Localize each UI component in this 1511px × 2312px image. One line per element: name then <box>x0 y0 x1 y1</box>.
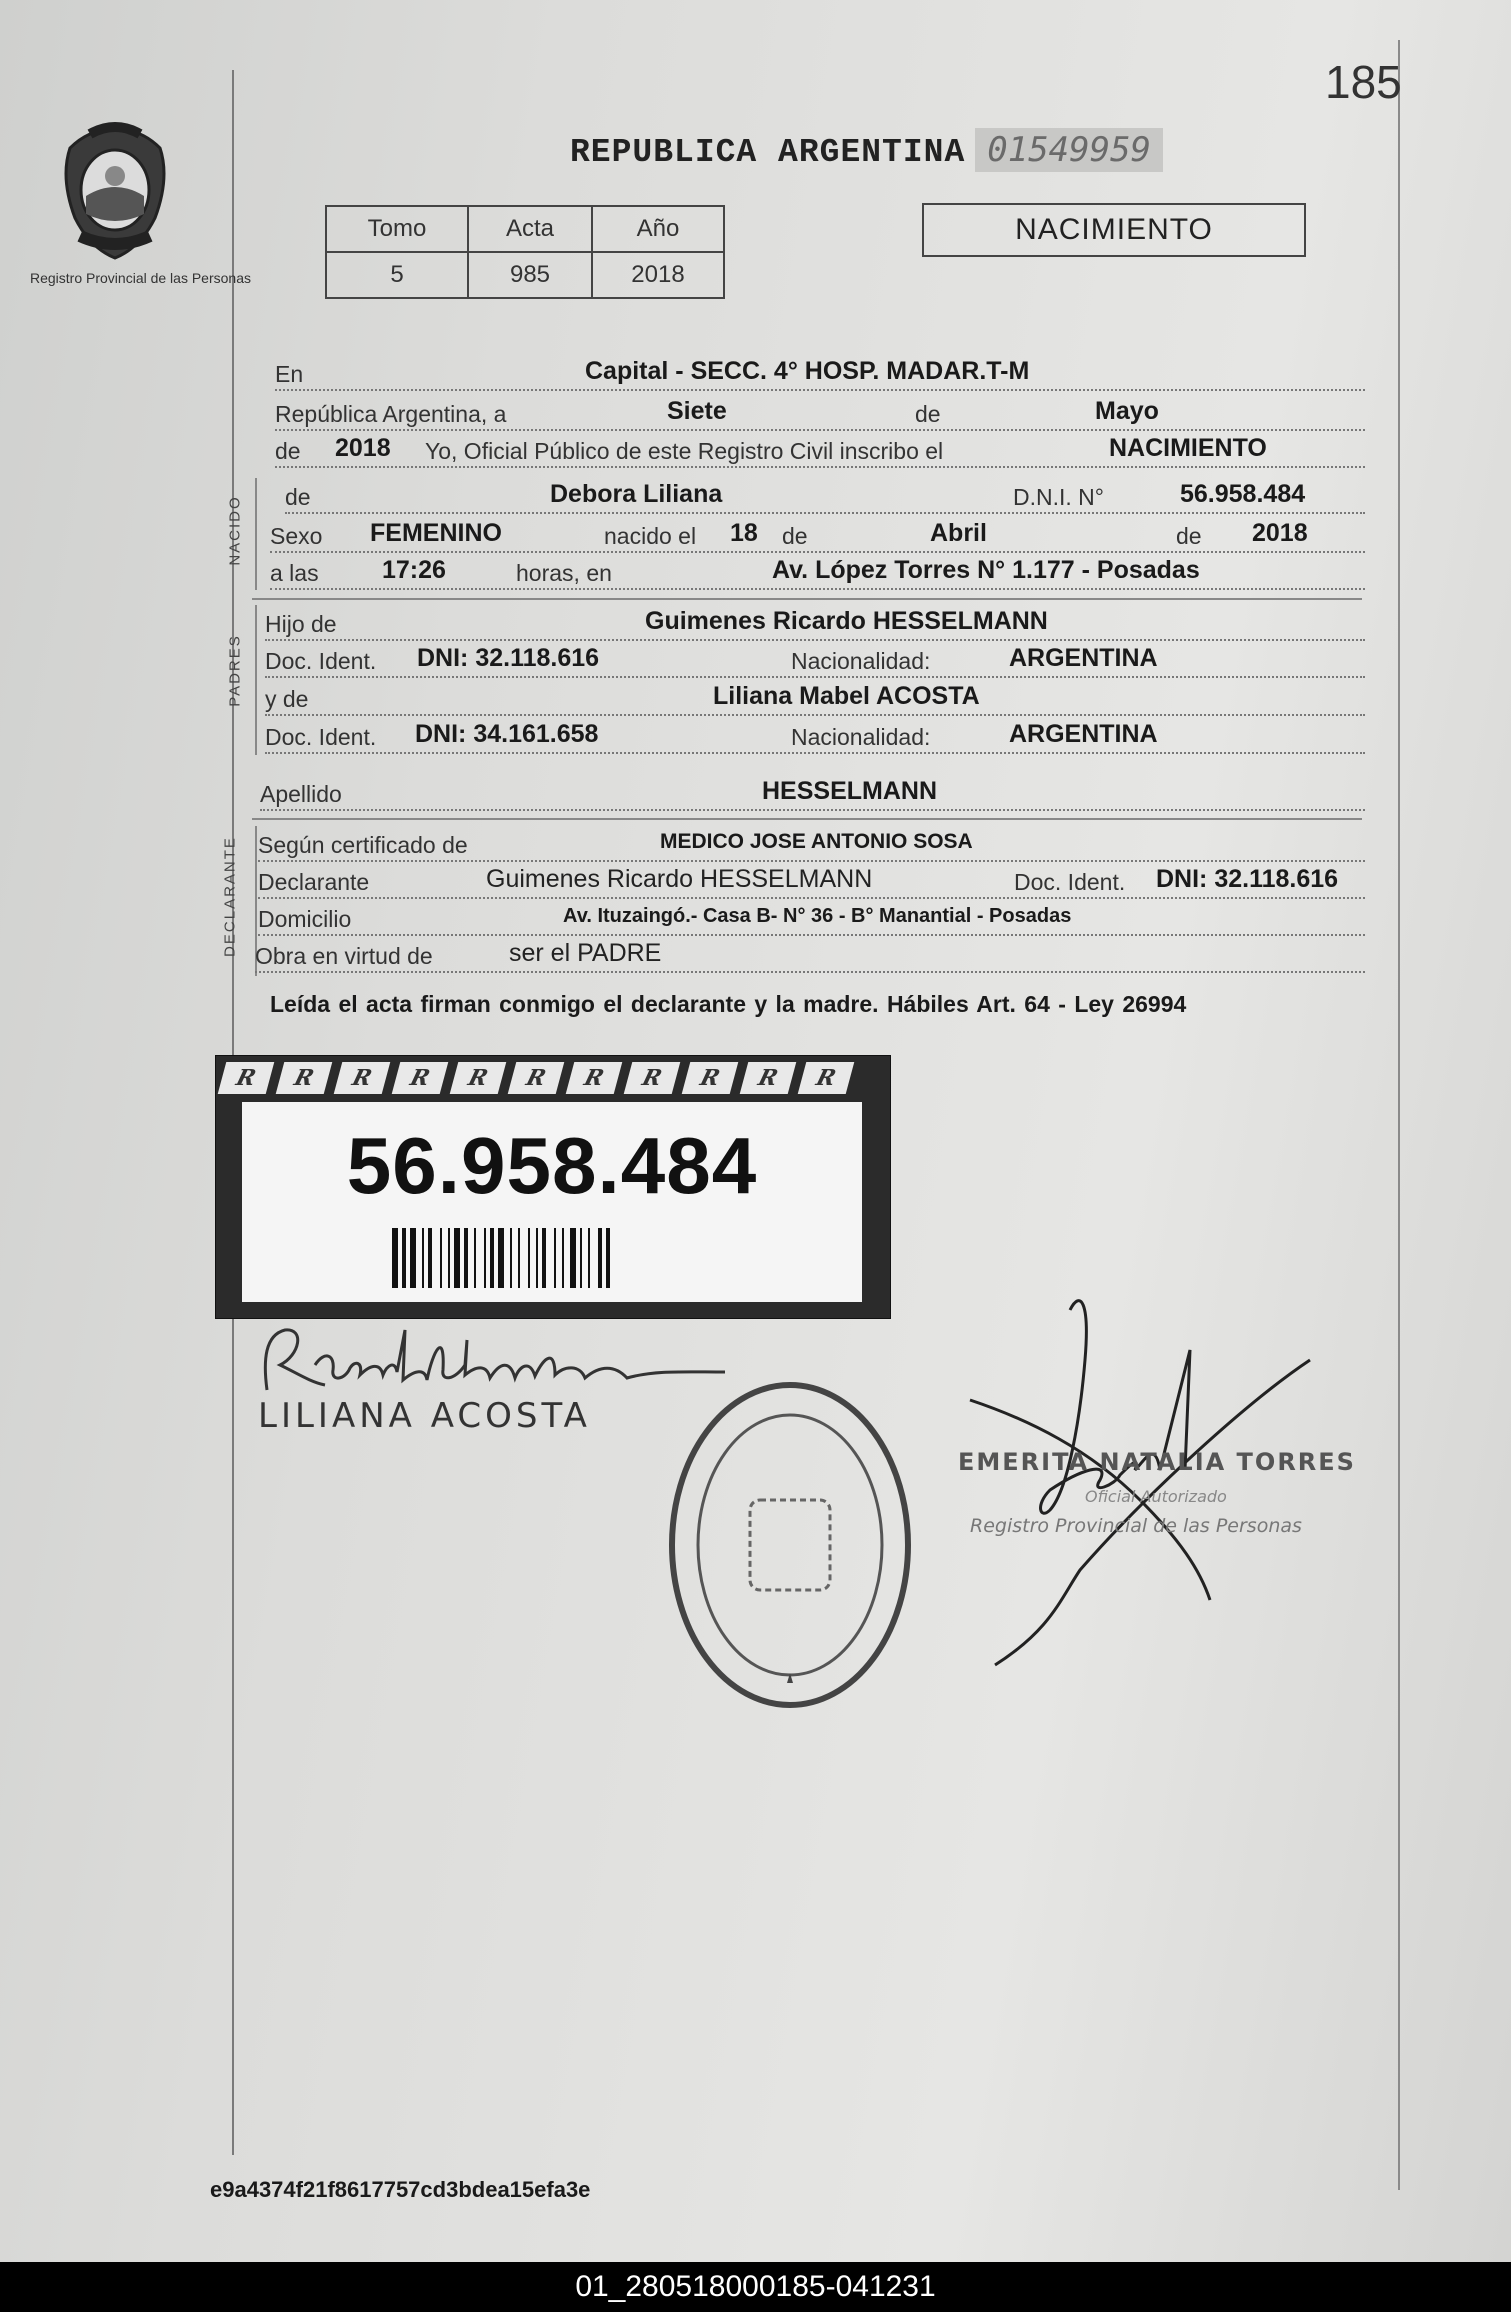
header-acta: Acta <box>468 206 592 252</box>
value-certificado: MEDICO JOSE ANTONIO SOSA <box>660 830 973 853</box>
footer-id-bar: 01_280518000185-041231 <box>0 2262 1511 2312</box>
official-org: Registro Provincial de las Personas <box>970 1515 1302 1537</box>
mother-signature: LILIANA ACOSTA <box>258 1396 591 1436</box>
side-label-padres: PADRES <box>226 634 244 707</box>
label-sexo: Sexo <box>270 523 323 549</box>
header-tomo: Tomo <box>326 206 468 252</box>
value-child-name: Debora Liliana <box>550 480 723 508</box>
value-birth-month: Abril <box>930 519 987 547</box>
value-domicilio: Av. Ituzaingó.- Casa B- N° 36 - B° Manantial - Posadas <box>563 905 1072 927</box>
value-apellido: HESSELMANN <box>762 777 938 805</box>
value-declarante-doc: DNI: 32.118.616 <box>1156 865 1339 893</box>
document-hash: e9a4374f21f8617757cd3bdea15efa3e <box>210 2177 591 2202</box>
value-day: Siete <box>667 397 727 425</box>
dni-sticker-label <box>242 1102 862 1302</box>
pattern-letter: R <box>334 1062 391 1094</box>
value-obra: ser el PADRE <box>509 939 662 967</box>
pattern-letter: R <box>798 1062 855 1094</box>
document-title-line <box>570 128 1163 172</box>
value-declarante: Guimenes Ricardo HESSELMANN <box>486 865 873 893</box>
document-title: REPUBLICA ARGENTINA <box>570 134 966 171</box>
row-y-de <box>265 680 1365 716</box>
dni-sticker-number: 56.958.484 <box>346 1121 758 1210</box>
row-sexo <box>270 517 1365 553</box>
record-table <box>325 205 725 299</box>
label-declarante: Declarante <box>258 869 370 895</box>
value-birth-place: Av. López Torres N° 1.177 - Posadas <box>772 556 1200 584</box>
row-en <box>275 355 1365 391</box>
label-de-nombre: de <box>285 484 311 510</box>
value-acta: 985 <box>468 252 592 298</box>
value-month: Mayo <box>1095 397 1159 425</box>
value-birth-day: 18 <box>730 519 758 547</box>
label-de-ano: de <box>1176 523 1202 549</box>
label-en: En <box>275 361 304 387</box>
row-declarante <box>258 863 1365 899</box>
header-ano: Año <box>592 206 724 252</box>
pattern-letter: R <box>740 1062 797 1094</box>
value-father-doc: DNI: 32.118.616 <box>417 644 600 672</box>
label-father-nac: Nacionalidad: <box>791 648 931 674</box>
value-father-name: Guimenes Ricardo HESSELMANN <box>645 607 1048 635</box>
row-mother-doc <box>265 718 1365 754</box>
barcode-icon <box>392 1228 722 1288</box>
label-certificado: Según certificado de <box>258 832 468 858</box>
row-fecha <box>275 395 1365 431</box>
label-dni: D.N.I. N° <box>1013 484 1104 510</box>
pattern-letter: R <box>508 1062 565 1094</box>
label-mother-nac: Nacionalidad: <box>791 724 931 750</box>
label-declarante-doc: Doc. Ident. <box>1014 869 1126 895</box>
value-child-dni: 56.958.484 <box>1180 480 1306 508</box>
row-apellido <box>260 775 1365 811</box>
label-republica: República Argentina, a <box>275 401 507 427</box>
label-a-las: a las <box>270 560 319 586</box>
value-mother-nat: ARGENTINA <box>1009 720 1158 748</box>
value-year: 2018 <box>335 434 391 462</box>
official-seal-icon <box>665 1378 915 1713</box>
value-inscribo: NACIMIENTO <box>1109 434 1267 462</box>
pattern-letter: R <box>682 1062 739 1094</box>
label-mother-doc: Doc. Ident. <box>265 724 377 750</box>
value-sexo: FEMENINO <box>370 519 502 547</box>
serial-number: 01549959 <box>975 128 1163 172</box>
label-y-de: y de <box>265 686 309 712</box>
separator-1 <box>252 598 1362 600</box>
padres-block-line <box>255 605 257 755</box>
nacido-block-line <box>255 478 257 590</box>
event-type-box: NACIMIENTO <box>922 203 1306 257</box>
pattern-letter: R <box>566 1062 623 1094</box>
label-de2: de <box>275 438 301 464</box>
label-de: de <box>915 401 941 427</box>
label-de-mes: de <box>782 523 808 549</box>
value-father-nat: ARGENTINA <box>1009 644 1158 672</box>
value-birth-year: 2018 <box>1252 519 1308 547</box>
label-oficial: Yo, Oficial Público de este Registro Civil inscribo el <box>425 438 944 464</box>
label-domicilio: Domicilio <box>258 906 352 932</box>
value-ano: 2018 <box>592 252 724 298</box>
row-hora <box>270 554 1365 590</box>
row-certificado <box>258 826 1365 862</box>
dni-sticker <box>215 1055 891 1319</box>
row-hijo-de <box>265 605 1365 641</box>
province-logo <box>30 118 251 287</box>
pattern-letter: R <box>392 1062 449 1094</box>
legal-note: Leída el acta firman conmigo el declarante y la madre. Hábiles Art. 64 - Ley 26994 <box>270 991 1187 1017</box>
logo-caption: Registro Provincial de las Personas <box>30 270 251 286</box>
label-apellido: Apellido <box>260 781 342 807</box>
coat-of-arms-icon <box>50 118 180 268</box>
pattern-letter: R <box>450 1062 507 1094</box>
official-name: EMERITA NATALIA TORRES <box>958 1448 1356 1476</box>
pattern-letter: R <box>218 1062 275 1094</box>
value-tomo: 5 <box>326 252 468 298</box>
pattern-letter: R <box>624 1062 681 1094</box>
row-ano <box>275 432 1365 468</box>
pattern-letter: R <box>276 1062 333 1094</box>
value-mother-doc: DNI: 34.161.658 <box>415 720 599 748</box>
side-label-nacido: NACIDO <box>226 495 244 566</box>
side-label-declarante: DECLARANTE <box>221 836 239 957</box>
security-pattern-strip <box>216 1062 891 1096</box>
label-horas-en: horas, en <box>516 560 612 586</box>
value-time: 17:26 <box>382 556 446 584</box>
row-domicilio <box>258 900 1365 936</box>
row-obra <box>255 937 1365 973</box>
value-en: Capital - SECC. 4° HOSP. MADAR.T-M <box>585 357 1030 385</box>
label-obra: Obra en virtud de <box>255 943 433 969</box>
right-margin-line <box>1398 40 1400 2190</box>
label-nacido-el: nacido el <box>604 523 697 549</box>
label-hijo-de: Hijo de <box>265 611 337 637</box>
official-title: Oficial Autorizado <box>1085 1487 1227 1506</box>
label-father-doc: Doc. Ident. <box>265 648 377 674</box>
page-number: 185 <box>1325 56 1402 108</box>
separator-2 <box>252 818 1362 820</box>
row-nacido-nombre <box>285 478 1365 514</box>
row-father-doc <box>265 642 1365 678</box>
value-mother-name: Liliana Mabel ACOSTA <box>713 682 980 710</box>
